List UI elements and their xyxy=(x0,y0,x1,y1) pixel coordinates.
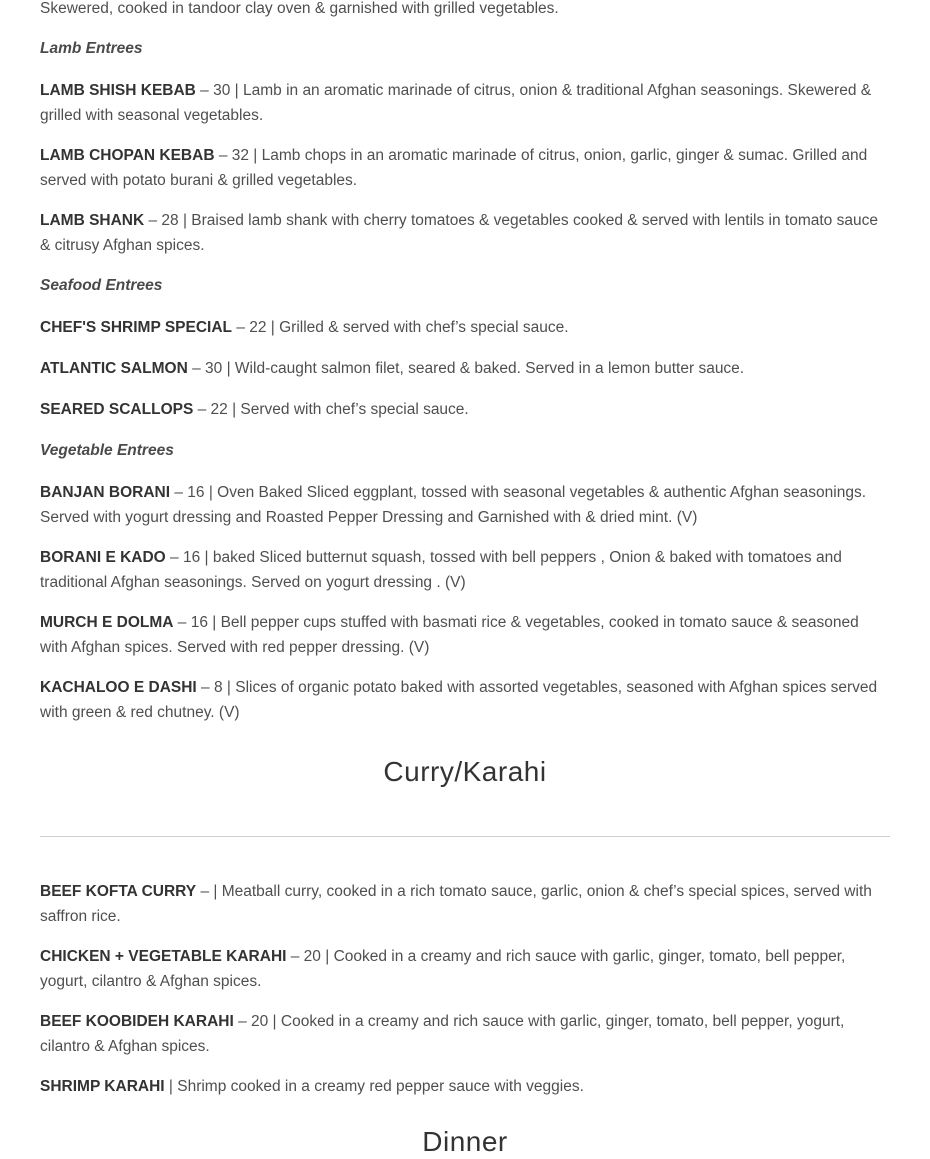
menu-item-description: – 30 | Wild-caught salmon filet, seared & baked. Served in a lemon butter sauce. xyxy=(187,360,745,377)
menu-item-description: – 30 | Lamb in an aromatic marinade of citrus, onion & traditional Afghan seasonings. Skewered & grilled with seasonal vegetables. xyxy=(40,82,872,124)
menu-item-description: – 22 | Grilled & served with chef’s special sauce. xyxy=(232,319,569,336)
menu-item-lamb-chopan-kebab xyxy=(40,143,890,193)
menu-item-description: – 22 | Served with chef’s special sauce. xyxy=(193,401,469,418)
menu-item-name: CHICKEN + VEGETABLE KARAHI xyxy=(40,948,287,965)
menu-item-description: – 16 | Oven Baked Sliced eggplant, tossed with seasonal vegetables & authentic Afghan seasonings. Served with yogurt dressing and Roasted Pepper Dressing and Garnished with & dried mint. (V) xyxy=(40,484,867,526)
menu-item-name: LAMB SHANK xyxy=(40,212,145,229)
menu-item-murch-e-dolma xyxy=(40,610,890,660)
menu-item-seared-scallops xyxy=(40,397,890,422)
menu-item-description: – 28 | Braised lamb shank with cherry tomatoes & vegetables cooked & served with lentils in tomato sauce & citrusy Afghan spices. xyxy=(40,212,878,254)
menu-item-chefs-shrimp-special xyxy=(40,315,890,340)
vegetable-entrees-heading: Vegetable Entrees xyxy=(40,442,174,459)
next-section-title: Dinner xyxy=(422,1126,508,1157)
menu-item-name: KACHALOO E DASHI xyxy=(40,679,197,696)
section-divider xyxy=(40,836,890,837)
lamb-entrees-heading: Lamb Entrees xyxy=(40,40,143,57)
menu-item-name: BEEF KOFTA CURRY xyxy=(40,883,197,900)
menu-item-lamb-shank xyxy=(40,208,890,258)
menu-item-chicken-vegetable-karahi xyxy=(40,944,890,994)
menu-item-name: SHRIMP KARAHI xyxy=(40,1078,165,1095)
menu-item-description: | Shrimp cooked in a creamy red pepper sauce with veggies. xyxy=(164,1078,584,1095)
menu-item-shrimp-karahi xyxy=(40,1074,890,1099)
seafood-entrees-heading: Seafood Entrees xyxy=(40,277,163,294)
menu-item-name: CHEF'S SHRIMP SPECIAL xyxy=(40,319,233,336)
menu-item-description: – 16 | baked Sliced butternut squash, tossed with bell peppers , Onion & baked with tomatoes and traditional Afghan seasonings. Served on yogurt dressing . (V) xyxy=(40,549,842,591)
menu-item-name: BORANI E KADO xyxy=(40,549,166,566)
menu-item-name: LAMB SHISH KEBAB xyxy=(40,82,196,99)
menu-item-name: SEARED SCALLOPS xyxy=(40,401,194,418)
menu-item-name: BEEF KOOBIDEH KARAHI xyxy=(40,1013,234,1030)
menu-item-atlantic-salmon xyxy=(40,356,890,381)
intro-description: Skewered, cooked in tandoor clay oven & garnished with grilled vegetables. xyxy=(40,0,559,17)
menu-item-banjan-borani xyxy=(40,480,890,530)
menu-item-beef-koobideh-karahi xyxy=(40,1009,890,1059)
menu-item-kachaloo-e-dashi xyxy=(40,675,890,725)
menu-item-description: – 16 | Bell pepper cups stuffed with basmati rice & vegetables, cooked in tomato sauce & seasoned with Afghan spices. Served with red pepper dressing. (V) xyxy=(40,614,859,656)
menu-item-beef-kofta-curry xyxy=(40,879,890,929)
menu-item-lamb-shish-kebab xyxy=(40,78,890,128)
menu-item-description: – | Meatball curry, cooked in a rich tomato sauce, garlic, onion & chef’s special spices, served with saffron rice. xyxy=(40,883,872,925)
menu-item-description: – 20 | Cooked in a creamy and rich sauce with garlic, ginger, tomato, bell pepper, yogurt, cilantro & Afghan spices. xyxy=(40,948,846,990)
curry-karahi-section-title: Curry/Karahi xyxy=(383,756,547,787)
menu-item-name: LAMB CHOPAN KEBAB xyxy=(40,147,215,164)
menu-item-description: – 8 | Slices of organic potato baked with assorted vegetables, seasoned with Afghan spices served with green & red chutney. (V) xyxy=(40,679,878,721)
menu-item-name: MURCH E DOLMA xyxy=(40,614,174,631)
menu-item-description: – 20 | Cooked in a creamy and rich sauce with garlic, ginger, tomato, bell pepper, yogurt, cilantro & Afghan spices. xyxy=(40,1013,845,1055)
menu-item-name: BANJAN BORANI xyxy=(40,484,171,501)
menu-item-description: – 32 | Lamb chops in an aromatic marinade of citrus, onion, garlic, ginger & sumac. Grilled and served with potato burani & grilled vegetables. xyxy=(40,147,868,189)
menu-item-borani-e-kado xyxy=(40,545,890,595)
menu-item-name: ATLANTIC SALMON xyxy=(40,360,188,377)
